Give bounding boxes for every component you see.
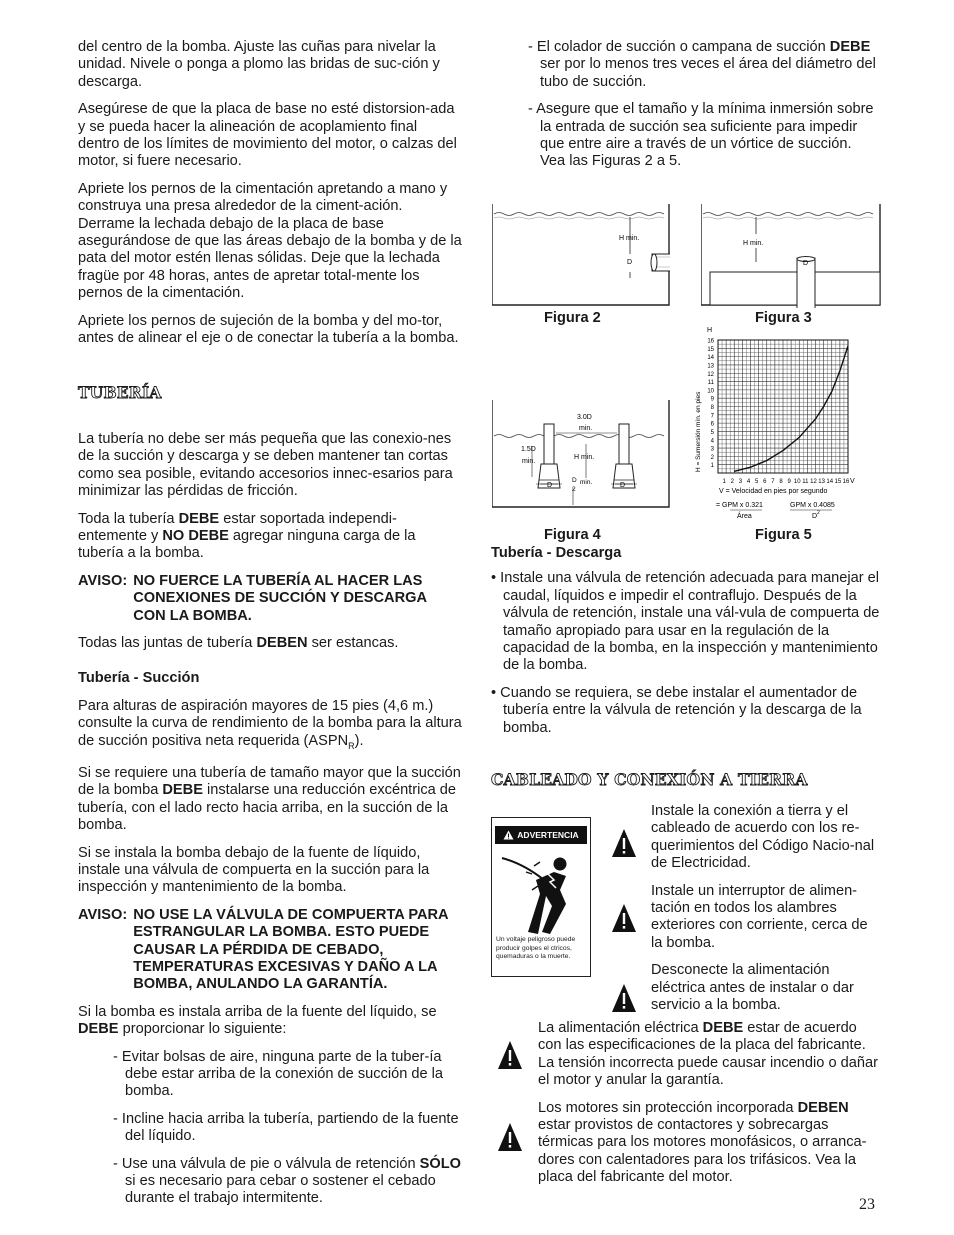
y-tick-label: 14 [707,355,714,362]
x-tick-label: 7 [771,479,775,485]
formula-2: GPM x 0.4085 [790,502,835,509]
list-item: - Evitar bolsas de aire, ninguna parte de la tuber-ía debe estar arriba de la conexión de succión de la bomba. [113,1048,444,1100]
label-15d-min: min. [522,458,536,465]
label-d: D [620,482,626,489]
label-d-half: D [572,477,577,484]
bullet-item: • Cuando se requiera, se debe instalar el aumentador de tubería entre la válvula de retención y la descarga de la bomba. [491,684,862,736]
formula-1: = GPM x 0.321 [716,502,763,509]
list-item: - El colador de succión o campana de succión DEBE ser por lo menos tres veces el área del diámetro del tubo de succión. [528,39,876,90]
x-tick-label: 14 [826,479,834,485]
y-tick-label: 2 [710,454,714,461]
y-axis-label: H = Sumersión mín. en pies [695,391,702,472]
paragraph: Para alturas de aspiración mayores de 15 pies (4,6 m.) consulte la curva de rendimiento de la bomba para la altura de succión positiva neta requerida $(ASPN_R)$. [78,697,462,751]
paragraph: del centro de la bomba. Ajuste las cuñas para nivelar la unidad. Nivele o ponga a plomo las bridas de suc-ción y descarga. [78,39,440,90]
left-column [78,39,462,1218]
label-hmin: H min. [743,240,764,247]
right-column-lower [491,545,883,798]
label-d-half-min: min. [580,479,593,486]
y-tick-label: 9 [710,396,714,403]
pump-suction-1 [538,424,560,488]
x-tick-label: 1 [722,479,726,485]
paragraph: La alimentación eléctrica DEBE estar de acuerdo con las especificaciones de la placa del fabricante. La tensión incorrecta puede causar incendio o dañar el motor y anular la garantía. [538,1020,878,1089]
label-15d: 1.5D [521,446,536,453]
y-tick-label: 16 [707,338,714,345]
y-tick-label: 3 [710,446,714,453]
list-item: - Asegure que el tamaño y la mínima inmersión sobre la entrada de succión sea suficiente para impedir que entre aire a través de un vórtice de succión. Vea las Figuras 2 a 5. [528,101,874,170]
electric-shock-icon [494,846,588,936]
paragraph: Apriete los pernos de sujeción de la bomba y del mo-tor, antes de alinear el eje o de conectar la tubería a la bomba. [78,312,459,347]
figure-2-diagram [492,204,670,308]
warning-triangle-icon [611,828,637,858]
x-tick-label: 15 [834,479,842,485]
y-tick-label: 15 [707,346,714,353]
y-tick-label: 6 [710,421,714,428]
x-tick-label: 10 [793,479,801,485]
paragraph: Los motores sin protección incorporada DEBEN estar provistos de contactores y sobrecargas térmicas para los motores monofásicos, o arranca-dores con calentadores para los trifásicos. Vea la placa del fabricante del motor. [538,1099,867,1186]
y-tick-label: 1 [710,463,714,470]
paragraph: Asegúrese de que la placa de base no esté distorsion-ada y se pueda hacer la alineación de acoplamiento final dentro de los límites de movimiento del motor, o calzas del motor, si fuere necesario. [78,101,457,170]
paragraph: Instale un interruptor de alimen-tación en todos los alambres exteriores con corriente, cerca de la bomba. [651,882,868,951]
figure-4-diagram [492,400,670,510]
warning-triangle-icon [611,903,637,933]
paragraph: La tubería no debe ser más pequeña que las conexio-nes de la succión y descarga y se deben mantener tan cortas como sea posible, evitando accesorios innec-esarios para minimizar las pérdidas de fricción. [78,430,453,500]
paragraph: Apriete los pernos de la cimentación apretando a mano y construya una presa alrededor de la ciment-ación. Derrame la lechada debajo de la placa de base asegurándose de que las áreas debajo de la bomba y de la pata del motor estén llenas sólidas. Deje que la lechada fragüe por 48 horas, antes de apretar total-mente los pernos de la cimentación. [78,180,462,302]
paragraph: Instale la conexión a tierra y el cableado de acuerdo con los re-querimientos del Código Nacio-nal de Electricidad. [651,803,875,872]
right-column-top [528,39,880,181]
paragraph: Si se requiere una tubería de tamaño mayor que la succión de la bomba DEBE instalarse una reducción excéntrica de tubería, con el lado recto hacia arriba, en la succión de la bomba. [78,764,461,834]
x-tick-label: 5 [754,479,759,485]
label-d: D [547,482,553,489]
x-tick-label: 11 [802,479,809,485]
x-tick-label: 3 [738,479,743,485]
figure-2-caption: Figura 2 [544,310,601,326]
x-tick-label: 6 [763,479,767,485]
figure-4-caption: Figura 4 [544,527,601,543]
x-tick-label: 13 [818,479,825,485]
wiring-paragraphs [651,803,881,1024]
x-tick-label: 16 [842,479,850,485]
wiring-paragraphs-wide [538,1020,883,1197]
y-tick-label: 7 [710,413,714,420]
x-tick-label: 12 [810,479,817,485]
y-axis-top-label: H [707,327,713,334]
warning-label [491,817,591,977]
y-tick-label: 5 [710,429,714,436]
paragraph: Desconecte la alimentación eléctrica antes de instalar o dar servicio a la bomba. [651,962,854,1014]
bullet-item: • Instale una válvula de retención adecuada para manejar el caudal, líquidos e impedir el contraflujo. Después de la válvula de retención, instale una vál-vula de compuerta de tamaño apropiado para usar en la regulación de la capacidad de la bomba, en la inspección y mantenimiento de la bomba. [491,570,880,674]
y-tick-label: 12 [707,371,714,378]
subheading-descarga: Tubería - Descarga [491,545,622,561]
label-3d: 3.0D [577,414,592,421]
x-tick-label: 2 [730,479,734,485]
label-d-half-2: 2 [572,486,576,493]
formula-2-denominator: D [812,513,818,520]
section-heading-cableado: CABLEADO Y CONEXIÓN A TIERRA [491,770,808,790]
x-axis-right-label: V [850,478,855,485]
y-tick-label: 4 [710,438,714,445]
label-hmin: H min. [574,454,595,461]
label-hmin: H min. [619,235,640,242]
section-heading-tuberia: TUBERÍA [78,382,162,402]
x-axis-label: V = Velocidad en pies por segundo [719,488,828,495]
notice: AVISO: NO USE LA VÁLVULA DE COMPUERTA PARA ESTRANGULAR LA BOMBA. ESTO PUEDE CAUSAR LA PÉRDIDA DE CEBADO, TEMPERATURAS EXCESIVAS Y DAÑO A LA BOMBA, ANULANDO LA GARANTÍA. [78,906,449,993]
label-3d-min: min. [579,425,593,432]
figure-3-diagram [701,204,881,308]
x-tick-label: 8 [779,479,783,485]
paragraph: Si se instala la bomba debajo de la fuente de líquido, instale una válvula de compuerta en la succión para la inspección y mantenimiento de la bomba. [78,844,430,896]
warning-triangle-icon [497,1040,523,1070]
paragraph: Si la bomba es instala arriba de la fuente del líquido, se DEBE proporcionar lo siguiente: [78,1003,437,1038]
y-tick-label: 11 [707,380,714,387]
formula-1-denominator: Área [737,513,752,520]
warning-text: Un voltaje peligroso puede producir golpes el ctricos, quemaduras o la muerte. [496,936,576,960]
paragraph: Toda la tubería DEBE estar soportada independi-entemente y NO DEBE agregar ninguna carga de la tubería a la bomba. [78,510,416,562]
label-d: D [627,259,633,266]
notice: AVISO: NO FUERCE LA TUBERÍA AL HACER LAS CONEXIONES DE SUCCIÓN Y DESCARGA CON LA BOMBA. [78,572,427,624]
page-number: 23 [859,1196,875,1213]
figure-5-caption: Figura 5 [755,527,812,543]
y-tick-label: 13 [707,363,714,370]
pump-suction-2 [613,424,635,488]
warning-triangle-icon [497,1122,523,1152]
figure-3-caption: Figura 3 [755,310,812,326]
subheading-succion: Tubería - Succión [78,670,200,687]
warning-header: ADVERTENCIA [495,826,587,844]
warning-triangle-icon [503,830,514,840]
list-item: - Use una válvula de pie o válvula de retención SÓLO si es necesario para cebar o sostener el cebado durante el trabajo intermitente. [113,1155,462,1207]
label-d: D [803,260,809,267]
x-tick-label: 9 [787,479,791,485]
y-tick-label: 8 [710,405,714,411]
y-tick-label: 10 [707,388,714,395]
warning-triangle-icon [611,983,637,1013]
paragraph: Todas las juntas de tubería DEBEN ser estancas. [78,634,399,651]
x-tick-label: 4 [746,479,751,485]
figure-5-chart [686,322,882,522]
list-item: - Incline hacia arriba la tubería, partiendo de la fuente del líquido. [113,1110,459,1145]
formula-2-superscript: 2 [817,510,820,516]
